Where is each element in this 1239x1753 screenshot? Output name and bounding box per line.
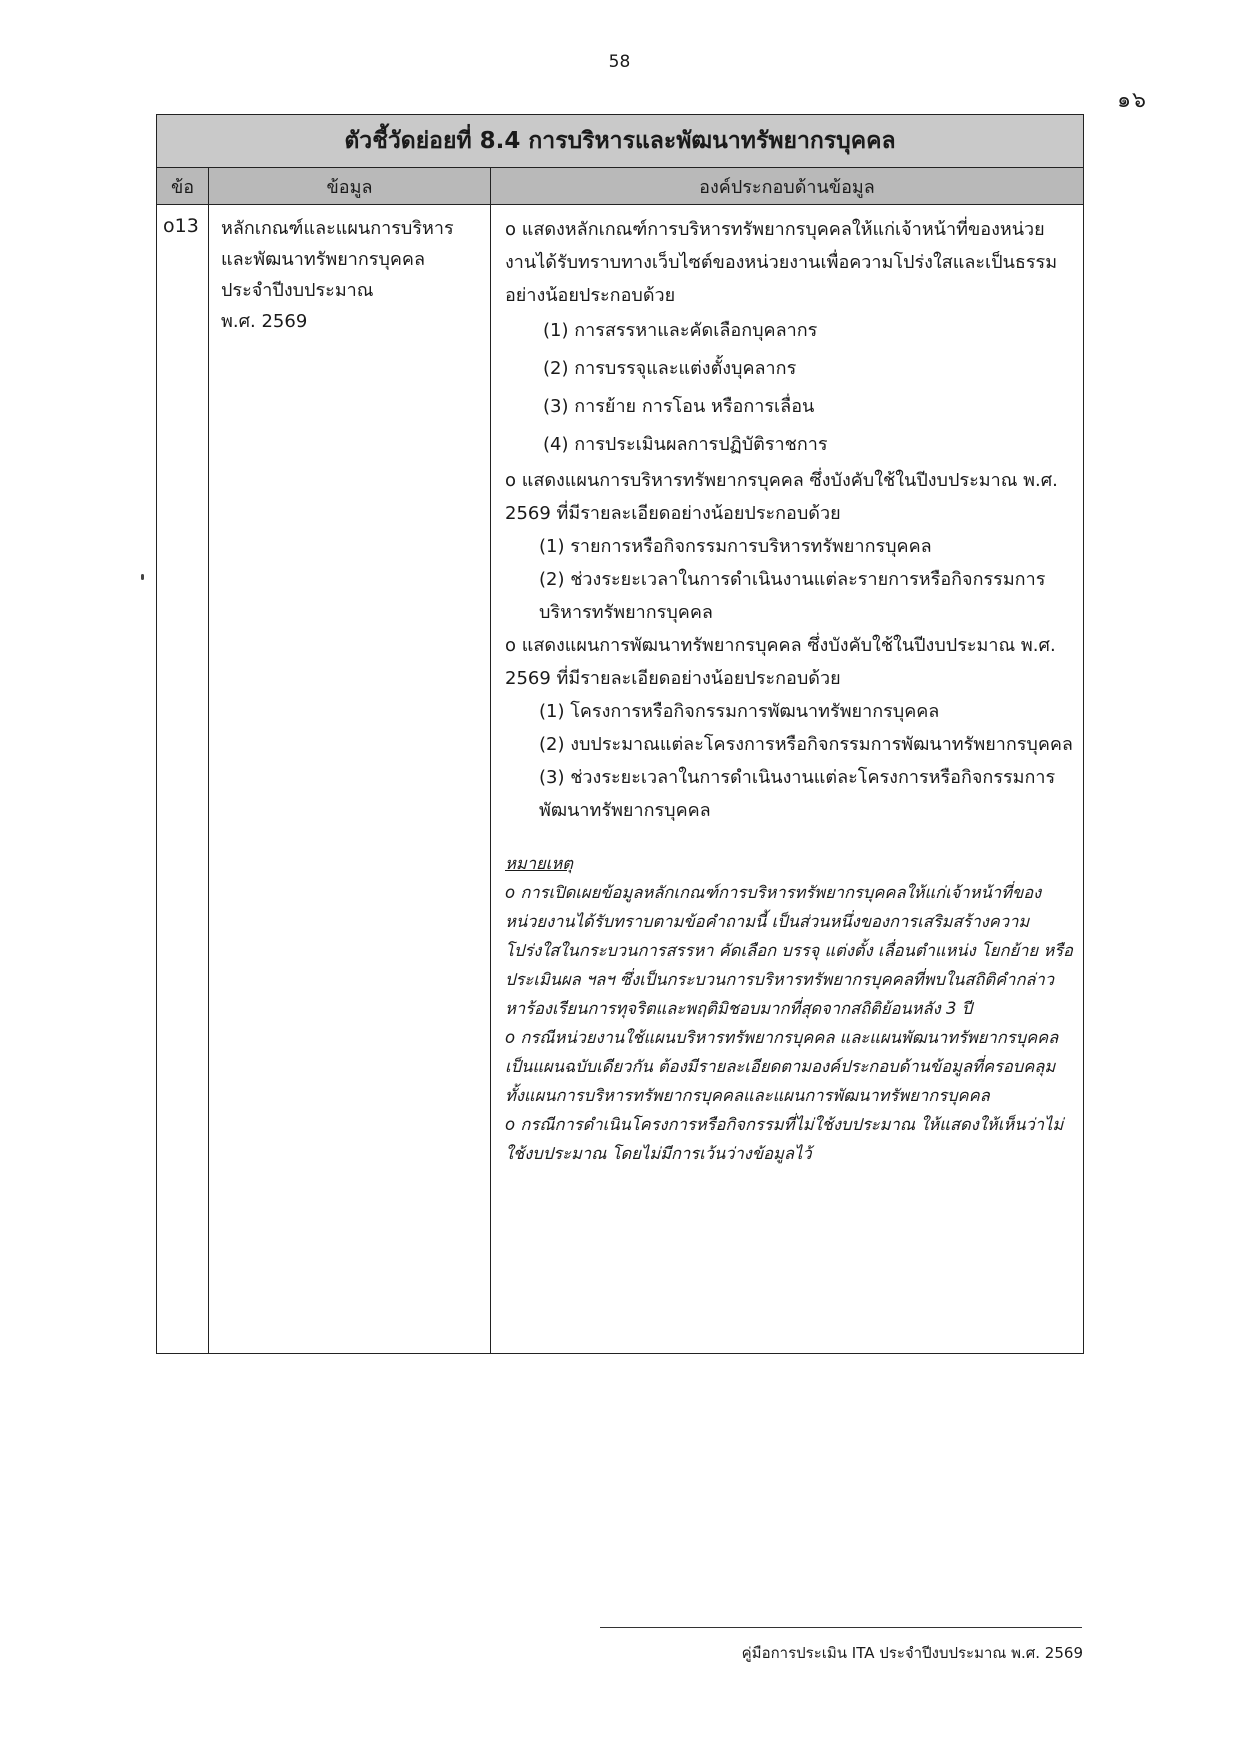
info-line: พ.ศ. 2569 (221, 311, 308, 332)
note-block (505, 849, 1073, 1168)
note-paragraph: o กรณีหน่วยงานใช้แผนบริหารทรัพยากรบุคคล และแผนพัฒนาทรัพยากรบุคคลเป็นแผนฉบับเดียวกัน ต้องมีรายละเอียดตามองค์ประกอบด้านข้อมูลที่ครอบคลุมทั้งแผนการบริหารทรัพยากรบุคคลและแผนการพัฒนาทรัพยากรบุคคล (505, 1028, 1059, 1105)
scan-speck (141, 574, 144, 580)
table-title: ตัวชี้วัดย่อยที่ 8.4 การบริหารและพัฒนาทรัพยากรบุคคล (157, 115, 1084, 168)
section1-item: (4) การประเมินผลการปฏิบัติราชการ (543, 434, 828, 455)
section3-lead: o แสดงแผนการพัฒนาทรัพยากรบุคคล ซึ่งบังคับใช้ในปีงบประมาณ พ.ศ. 2569 ที่มีรายละเอียดอย่างน้อยประกอบด้วย (505, 635, 1056, 689)
item-number: o13 (157, 205, 209, 1354)
footer-text: คู่มือการประเมิน ITA ประจำปีงบประมาณ พ.ศ. 2569 (741, 1644, 1083, 1662)
header-no: ข้อ (157, 168, 209, 205)
header-components: องค์ประกอบด้านข้อมูล (491, 168, 1084, 205)
indicator-table (156, 114, 1084, 1354)
item-info (209, 205, 491, 1354)
section2-item: (2) ช่วงระยะเวลาในการดำเนินงานแต่ละรายการหรือกิจกรรมการบริหารทรัพยากรบุคคล (539, 569, 1046, 623)
info-line: และพัฒนาทรัพยากรบุคคล (221, 249, 425, 270)
header-info: ข้อมูล (209, 168, 491, 205)
note-paragraph: o กรณีการดำเนินโครงการหรือกิจกรรมที่ไม่ใช้งบประมาณ ให้แสดงให้เห็นว่าไม่ใช้งบประมาณ โดยไม่มีการเว้นว่างข้อมูลไว้ (505, 1115, 1064, 1163)
section2-item: (1) รายการหรือกิจกรรมการบริหารทรัพยากรบุคคล (539, 536, 932, 557)
item-components (491, 205, 1084, 1354)
footer-divider (600, 1627, 1082, 1628)
section2-lead: o แสดงแผนการบริหารทรัพยากรบุคคล ซึ่งบังคับใช้ในปีงบประมาณ พ.ศ. 2569 ที่มีรายละเอียดอย่างน้อยประกอบด้วย (505, 470, 1058, 524)
info-line: หลักเกณฑ์และแผนการบริหาร (221, 218, 454, 239)
section1-item: (2) การบรรจุและแต่งตั้งบุคลากร (543, 358, 797, 379)
section3-item: (1) โครงการหรือกิจกรรมการพัฒนาทรัพยากรบุคคล (539, 701, 940, 722)
section3-item: (2) งบประมาณแต่ละโครงการหรือกิจกรรมการพัฒนาทรัพยากรบุคคล (539, 734, 1073, 755)
section1-item: (1) การสรรหาและคัดเลือกบุคลากร (543, 320, 818, 341)
section1-item: (3) การย้าย การโอน หรือการเลื่อน (543, 396, 815, 417)
page-number-thai: ๑๖ (1117, 88, 1147, 113)
note-heading: หมายเหตุ (505, 854, 573, 873)
info-line: ประจำปีงบประมาณ (221, 280, 374, 301)
section1-lead: o แสดงหลักเกณฑ์การบริหารทรัพยากรบุคคลให้แก่เจ้าหน้าที่ของหน่วยงานได้รับทราบทางเว็บไซต์ของหน่วยงานเพื่อความโปร่งใสและเป็นธรรม อย่างน้อยประกอบด้วย (505, 219, 1058, 306)
note-paragraph: o การเปิดเผยข้อมูลหลักเกณฑ์การบริหารทรัพยากรบุคคลให้แก่เจ้าหน้าที่ของหน่วยงานได้รับทราบตามข้อคำถามนี้ เป็นส่วนหนึ่งของการเสริมสร้างความโปร่งใสในกระบวนการสรรหา คัดเลือก บรรจุ แต่งตั้ง เลื่อนตำแหน่ง โยกย้าย หรือประเมินผล ฯลฯ ซึ่งเป็นกระบวนการบริหารทรัพยากรบุคคลที่พบในสถิติคำกล่าวหาร้องเรียนการทุจริตและพฤติมิชอบมากที่สุดจากสถิติย้อนหลัง 3 ปี (505, 883, 1073, 1018)
table-row (157, 205, 1084, 1354)
page-number: 58 (608, 52, 631, 72)
section3-item: (3) ช่วงระยะเวลาในการดำเนินงานแต่ละโครงการหรือกิจกรรมการพัฒนาทรัพยากรบุคคล (539, 767, 1056, 821)
